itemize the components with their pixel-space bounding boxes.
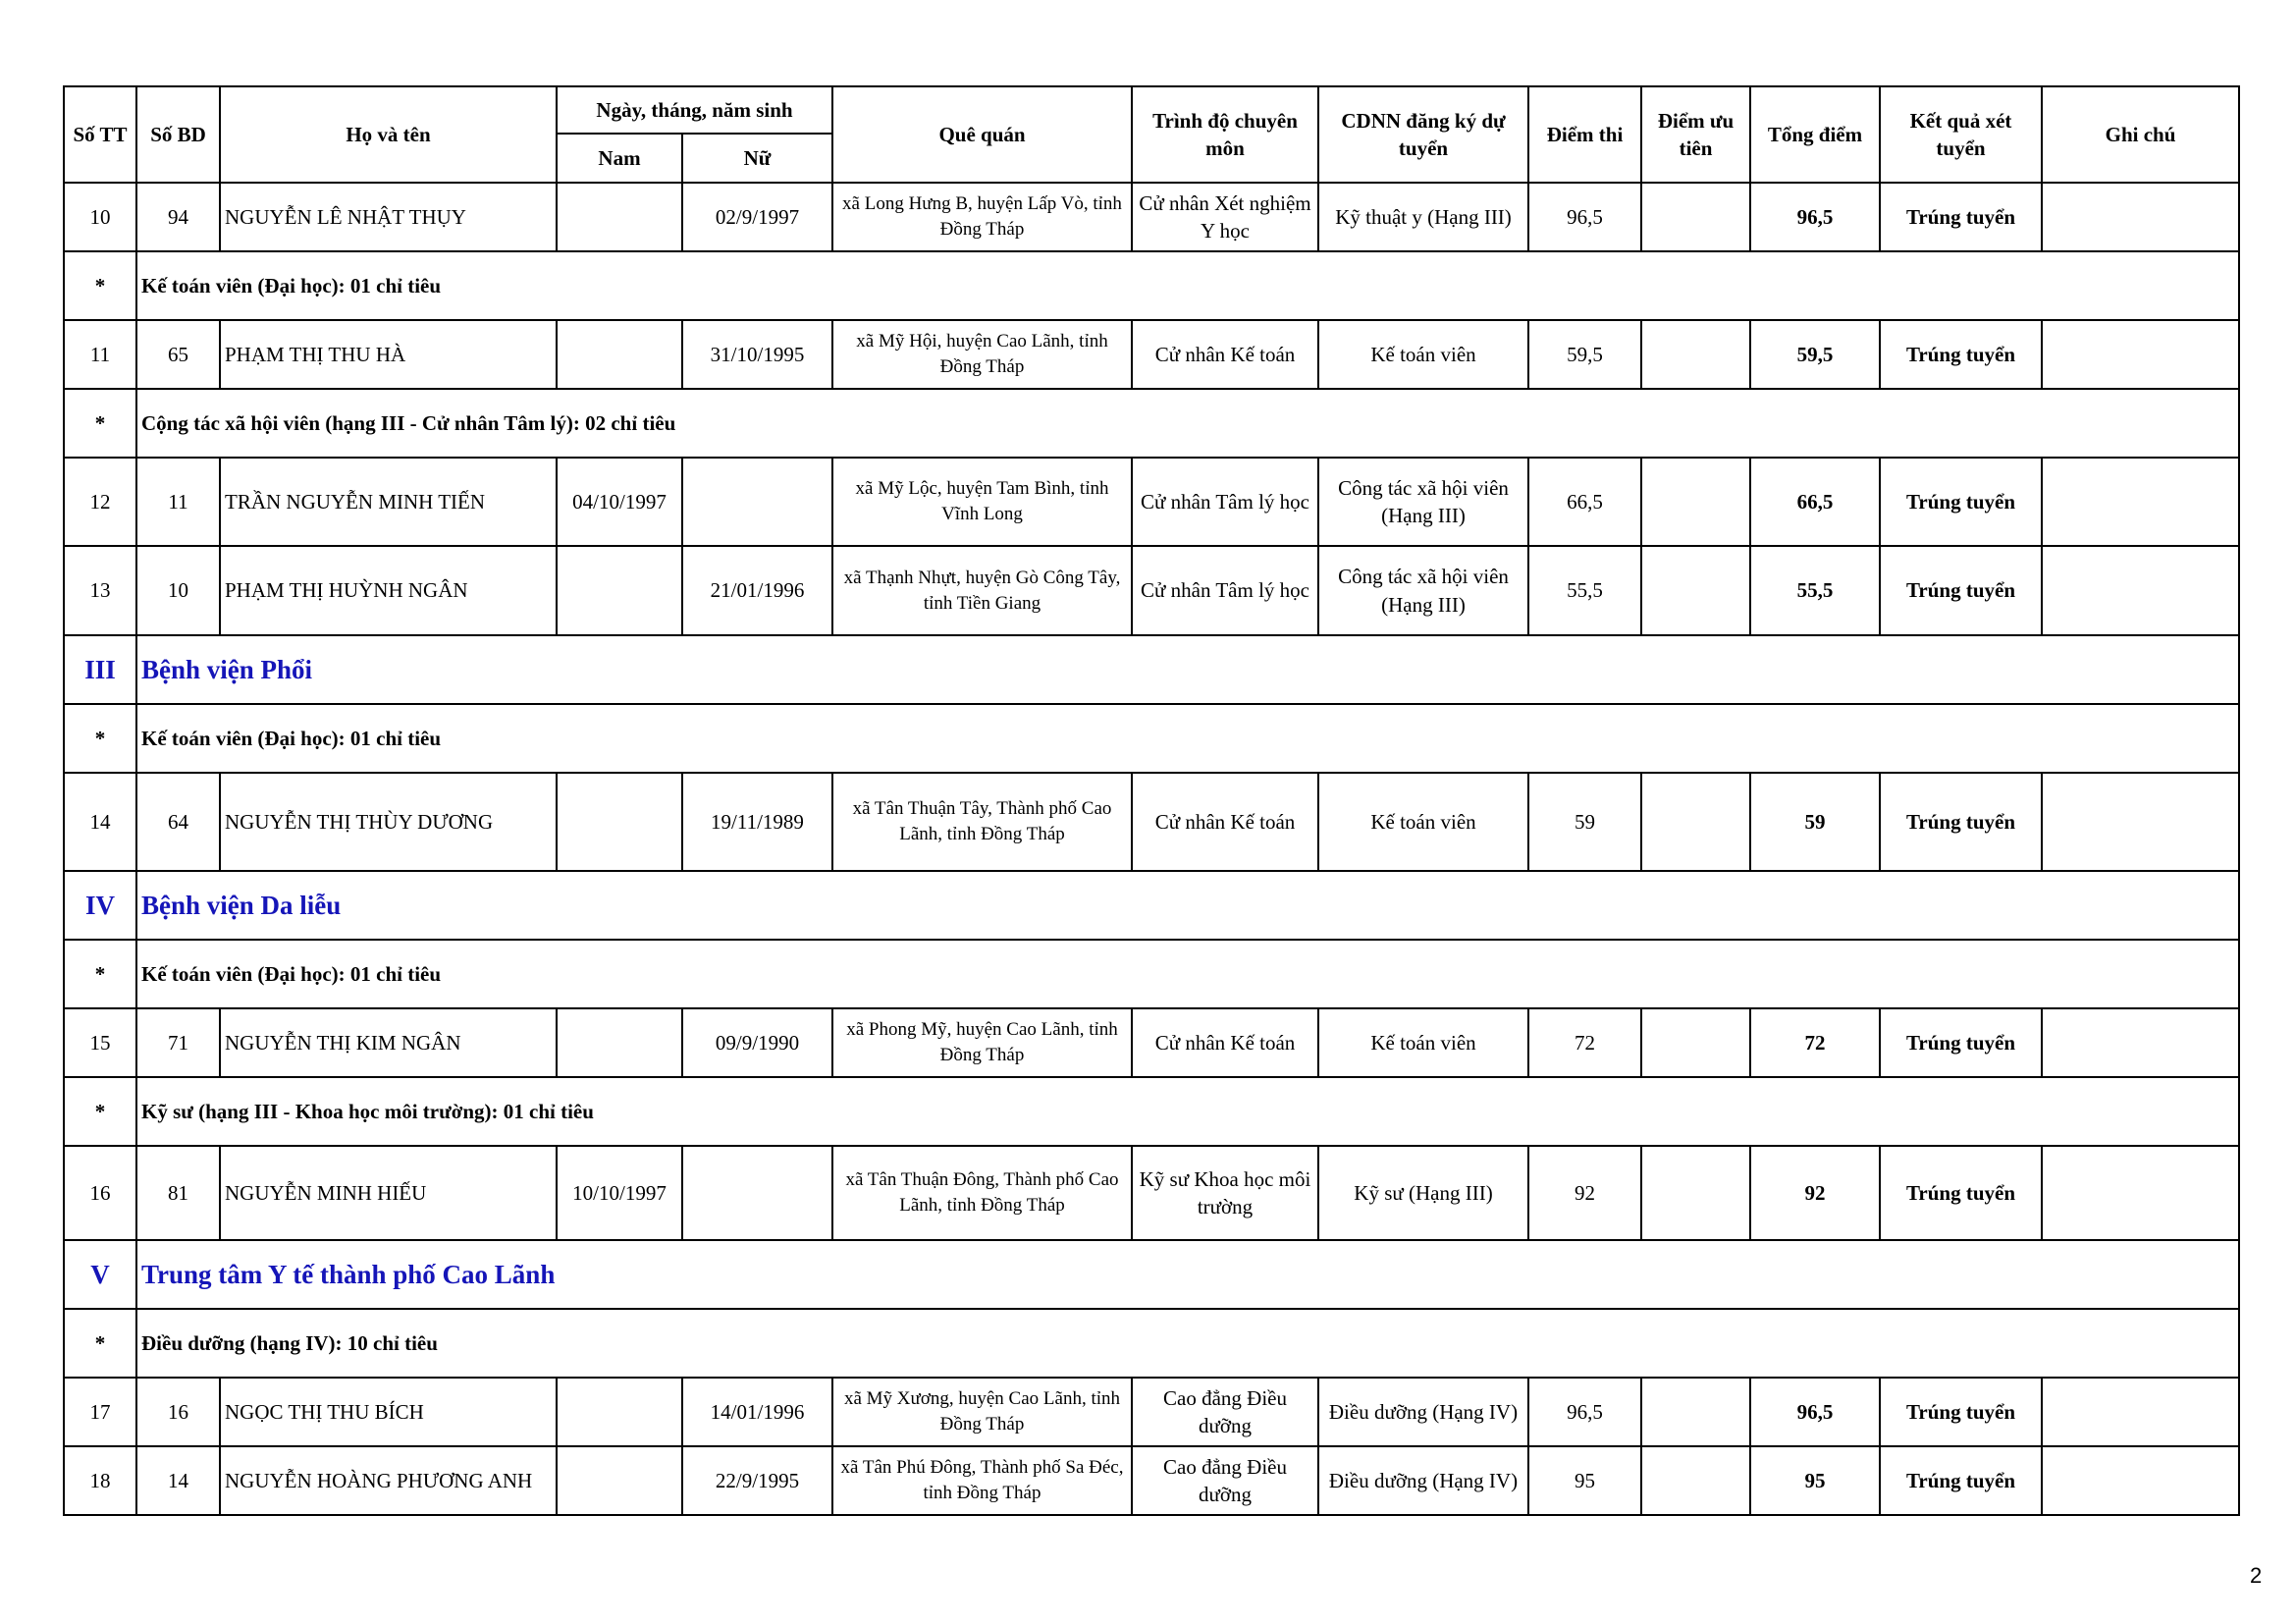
subsection-marker: *	[64, 389, 136, 458]
table-body	[64, 183, 2239, 1515]
row-note	[2042, 773, 2239, 871]
subsection-row	[64, 389, 2239, 458]
row-stt: 17	[64, 1378, 136, 1446]
row-result: Trúng tuyển	[1880, 183, 2042, 251]
row-dob-female: 22/9/1995	[682, 1446, 832, 1515]
row-cdnn: Điều dưỡng (Hạng IV)	[1318, 1378, 1528, 1446]
row-cdnn: Kế toán viên	[1318, 1008, 1528, 1077]
header-stt: Số TT	[64, 86, 136, 183]
row-name: NGUYỄN HOÀNG PHƯƠNG ANH	[220, 1446, 557, 1515]
row-hometown: xã Mỹ Hội, huyện Cao Lãnh, tỉnh Đồng Tháp	[832, 320, 1132, 389]
row-total-score: 96,5	[1750, 1378, 1880, 1446]
row-note	[2042, 1378, 2239, 1446]
header-exam-score: Điểm thi	[1528, 86, 1641, 183]
row-priority-score	[1641, 1446, 1750, 1515]
row-qualification: Cử nhân Kế toán	[1132, 1008, 1318, 1077]
row-total-score: 55,5	[1750, 546, 1880, 635]
row-cdnn: Điều dưỡng (Hạng IV)	[1318, 1446, 1528, 1515]
row-name: NGUYỄN MINH HIẾU	[220, 1146, 557, 1240]
row-hometown: xã Mỹ Xương, huyện Cao Lãnh, tỉnh Đồng Tháp	[832, 1378, 1132, 1446]
row-cdnn: Công tác xã hội viên (Hạng III)	[1318, 458, 1528, 546]
header-sbd: Số BD	[136, 86, 220, 183]
header-hometown: Quê quán	[832, 86, 1132, 183]
row-note	[2042, 546, 2239, 635]
row-dob-female	[682, 1146, 832, 1240]
row-dob-female: 21/01/1996	[682, 546, 832, 635]
section-title: Trung tâm Y tế thành phố Cao Lãnh	[136, 1240, 2239, 1309]
row-qualification: Cao đẳng Điều dưỡng	[1132, 1446, 1318, 1515]
row-note	[2042, 320, 2239, 389]
row-name: PHẠM THỊ HUỲNH NGÂN	[220, 546, 557, 635]
row-hometown: xã Long Hưng B, huyện Lấp Vò, tỉnh Đồng Tháp	[832, 183, 1132, 251]
row-cdnn: Kế toán viên	[1318, 773, 1528, 871]
table-row	[64, 1378, 2239, 1446]
row-stt: 16	[64, 1146, 136, 1240]
row-sbd: 11	[136, 458, 220, 546]
row-dob-female: 14/01/1996	[682, 1378, 832, 1446]
row-stt: 12	[64, 458, 136, 546]
row-total-score: 59	[1750, 773, 1880, 871]
row-hometown: xã Tân Thuận Tây, Thành phố Cao Lãnh, tỉnh Đồng Tháp	[832, 773, 1132, 871]
row-hometown: xã Tân Thuận Đông, Thành phố Cao Lãnh, tỉnh Đồng Tháp	[832, 1146, 1132, 1240]
row-priority-score	[1641, 183, 1750, 251]
row-total-score: 72	[1750, 1008, 1880, 1077]
row-priority-score	[1641, 1146, 1750, 1240]
subsection-marker: *	[64, 1077, 136, 1146]
section-row	[64, 1240, 2239, 1309]
row-qualification: Cao đẳng Điều dưỡng	[1132, 1378, 1318, 1446]
row-name: NGUYỄN THỊ KIM NGÂN	[220, 1008, 557, 1077]
row-sbd: 71	[136, 1008, 220, 1077]
row-cdnn: Công tác xã hội viên (Hạng III)	[1318, 546, 1528, 635]
row-qualification: Cử nhân Xét nghiệm Y học	[1132, 183, 1318, 251]
row-hometown: xã Thạnh Nhựt, huyện Gò Công Tây, tỉnh Tiền Giang	[832, 546, 1132, 635]
row-name: TRẦN NGUYỄN MINH TIẾN	[220, 458, 557, 546]
subsection-title: Điều dưỡng (hạng IV): 10 chỉ tiêu	[136, 1309, 2239, 1378]
row-result: Trúng tuyển	[1880, 458, 2042, 546]
row-hometown: xã Phong Mỹ, huyện Cao Lãnh, tỉnh Đồng Tháp	[832, 1008, 1132, 1077]
row-exam-score: 92	[1528, 1146, 1641, 1240]
subsection-title: Kế toán viên (Đại học): 01 chỉ tiêu	[136, 940, 2239, 1008]
row-dob-male	[557, 1008, 682, 1077]
header-dob: Ngày, tháng, năm sinh	[557, 86, 832, 134]
row-exam-score: 59	[1528, 773, 1641, 871]
row-hometown: xã Mỹ Lộc, huyện Tam Bình, tỉnh Vĩnh Long	[832, 458, 1132, 546]
row-name: NGỌC THỊ THU BÍCH	[220, 1378, 557, 1446]
row-name: NGUYỄN LÊ NHẬT THỤY	[220, 183, 557, 251]
table-row	[64, 458, 2239, 546]
subsection-row	[64, 251, 2239, 320]
row-stt: 11	[64, 320, 136, 389]
subsection-title: Kế toán viên (Đại học): 01 chỉ tiêu	[136, 704, 2239, 773]
row-result: Trúng tuyển	[1880, 1446, 2042, 1515]
row-dob-male: 04/10/1997	[557, 458, 682, 546]
row-qualification: Cử nhân Tâm lý học	[1132, 546, 1318, 635]
subsection-title: Kỹ sư (hạng III - Khoa học môi trường): 01 chỉ tiêu	[136, 1077, 2239, 1146]
row-stt: 18	[64, 1446, 136, 1515]
subsection-marker: *	[64, 1309, 136, 1378]
row-result: Trúng tuyển	[1880, 1146, 2042, 1240]
page-number: 2	[2250, 1563, 2263, 1588]
row-dob-male	[557, 183, 682, 251]
row-dob-male	[557, 546, 682, 635]
row-exam-score: 66,5	[1528, 458, 1641, 546]
section-title: Bệnh viện Phổi	[136, 635, 2239, 704]
row-stt: 14	[64, 773, 136, 871]
row-result: Trúng tuyển	[1880, 546, 2042, 635]
row-dob-male	[557, 773, 682, 871]
row-exam-score: 95	[1528, 1446, 1641, 1515]
subsection-row	[64, 1077, 2239, 1146]
row-dob-female	[682, 458, 832, 546]
header-result: Kết quả xét tuyển	[1880, 86, 2042, 183]
section-title: Bệnh viện Da liễu	[136, 871, 2239, 940]
row-name: PHẠM THỊ THU HÀ	[220, 320, 557, 389]
row-note	[2042, 1146, 2239, 1240]
row-sbd: 65	[136, 320, 220, 389]
row-exam-score: 96,5	[1528, 1378, 1641, 1446]
header-name: Họ và tên	[220, 86, 557, 183]
row-hometown: xã Tân Phú Đông, Thành phố Sa Đéc, tỉnh Đồng Tháp	[832, 1446, 1132, 1515]
row-sbd: 94	[136, 183, 220, 251]
table-row	[64, 546, 2239, 635]
row-note	[2042, 458, 2239, 546]
subsection-row	[64, 1309, 2239, 1378]
row-dob-male	[557, 1378, 682, 1446]
header-note: Ghi chú	[2042, 86, 2239, 183]
row-total-score: 96,5	[1750, 183, 1880, 251]
row-priority-score	[1641, 773, 1750, 871]
row-result: Trúng tuyển	[1880, 320, 2042, 389]
row-dob-female: 02/9/1997	[682, 183, 832, 251]
row-dob-female: 09/9/1990	[682, 1008, 832, 1077]
subsection-marker: *	[64, 940, 136, 1008]
row-result: Trúng tuyển	[1880, 773, 2042, 871]
row-dob-male	[557, 1446, 682, 1515]
table-row	[64, 320, 2239, 389]
row-name: NGUYỄN THỊ THÙY DƯƠNG	[220, 773, 557, 871]
row-priority-score	[1641, 1378, 1750, 1446]
row-cdnn: Kỹ thuật y (Hạng III)	[1318, 183, 1528, 251]
table-row	[64, 773, 2239, 871]
row-dob-male: 10/10/1997	[557, 1146, 682, 1240]
header-total-score: Tổng điểm	[1750, 86, 1880, 183]
row-note	[2042, 183, 2239, 251]
row-dob-male	[557, 320, 682, 389]
section-number: V	[64, 1240, 136, 1309]
row-priority-score	[1641, 458, 1750, 546]
row-exam-score: 59,5	[1528, 320, 1641, 389]
row-sbd: 64	[136, 773, 220, 871]
header-female: Nữ	[682, 134, 832, 183]
row-total-score: 95	[1750, 1446, 1880, 1515]
subsection-title: Cộng tác xã hội viên (hạng III - Cử nhân Tâm lý): 02 chỉ tiêu	[136, 389, 2239, 458]
header-cdnn: CDNN đăng ký dự tuyển	[1318, 86, 1528, 183]
row-priority-score	[1641, 546, 1750, 635]
table-row	[64, 1146, 2239, 1240]
row-sbd: 81	[136, 1146, 220, 1240]
row-qualification: Cử nhân Kế toán	[1132, 773, 1318, 871]
results-table	[63, 85, 2240, 1516]
row-result: Trúng tuyển	[1880, 1378, 2042, 1446]
row-sbd: 14	[136, 1446, 220, 1515]
row-sbd: 10	[136, 546, 220, 635]
header-priority-score: Điểm ưu tiên	[1641, 86, 1750, 183]
subsection-marker: *	[64, 251, 136, 320]
table-row	[64, 183, 2239, 251]
table-header	[64, 86, 2239, 183]
row-cdnn: Kế toán viên	[1318, 320, 1528, 389]
section-row	[64, 871, 2239, 940]
row-exam-score: 96,5	[1528, 183, 1641, 251]
row-dob-female: 19/11/1989	[682, 773, 832, 871]
row-total-score: 59,5	[1750, 320, 1880, 389]
section-number: IV	[64, 871, 136, 940]
row-priority-score	[1641, 320, 1750, 389]
row-total-score: 92	[1750, 1146, 1880, 1240]
section-row	[64, 635, 2239, 704]
row-note	[2042, 1008, 2239, 1077]
row-sbd: 16	[136, 1378, 220, 1446]
row-result: Trúng tuyển	[1880, 1008, 2042, 1077]
row-stt: 13	[64, 546, 136, 635]
row-qualification: Cử nhân Tâm lý học	[1132, 458, 1318, 546]
row-total-score: 66,5	[1750, 458, 1880, 546]
header-male: Nam	[557, 134, 682, 183]
row-exam-score: 72	[1528, 1008, 1641, 1077]
row-qualification: Cử nhân Kế toán	[1132, 320, 1318, 389]
subsection-marker: *	[64, 704, 136, 773]
header-qualification: Trình độ chuyên môn	[1132, 86, 1318, 183]
section-number: III	[64, 635, 136, 704]
table-row	[64, 1446, 2239, 1515]
row-stt: 15	[64, 1008, 136, 1077]
row-dob-female: 31/10/1995	[682, 320, 832, 389]
row-note	[2042, 1446, 2239, 1515]
subsection-row	[64, 704, 2239, 773]
row-priority-score	[1641, 1008, 1750, 1077]
subsection-row	[64, 940, 2239, 1008]
row-cdnn: Kỹ sư (Hạng III)	[1318, 1146, 1528, 1240]
row-stt: 10	[64, 183, 136, 251]
row-exam-score: 55,5	[1528, 546, 1641, 635]
table-row	[64, 1008, 2239, 1077]
row-qualification: Kỹ sư Khoa học môi trường	[1132, 1146, 1318, 1240]
subsection-title: Kế toán viên (Đại học): 01 chỉ tiêu	[136, 251, 2239, 320]
